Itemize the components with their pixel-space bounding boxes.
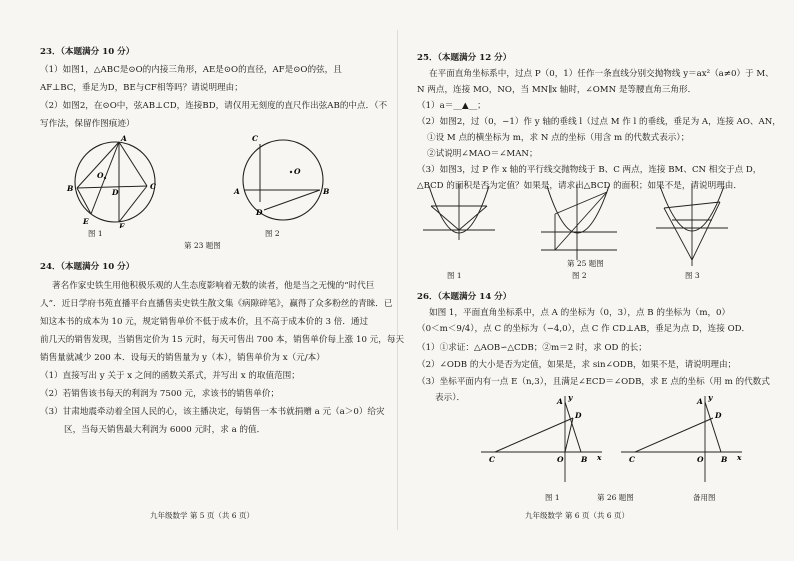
label-d: D [575,411,582,420]
q25-figure-2 [537,180,622,270]
segment-cf [119,186,147,222]
q26-line: （0＜m＜9/4），点 C 的坐标为（−4,0），点 C 作 CD⊥AB，垂足为点 D，连接 OD． [417,324,751,334]
label-o: O [97,171,104,180]
label-d: D [112,188,119,197]
q25-fig3-caption: 图 3 [685,271,700,280]
segment-be [77,188,91,214]
q24-line: 著名作家史铁生用他积极乐观的人生态度影响着无数的读者，他是当之无愧的“时代巨 [52,281,375,291]
label-x: x [597,453,602,462]
label-b: B [721,455,728,464]
segment-an [555,192,607,250]
segment-bd [264,190,320,210]
q23-fig1-caption: 图 1 [88,229,103,238]
label-f: F [119,222,125,228]
q26-line: 如图 1，平面直角坐标系中，点 A 的坐标为（0，3），点 B 的坐标为（m，0） [429,308,731,318]
q25-fig1-caption: 图 1 [447,271,462,280]
circle-o [75,142,155,222]
left-page-footer: 九年级数学 第 5 页（共 6 页） [150,511,254,520]
center-point [104,177,106,179]
q26-figure-1 [477,392,607,492]
q23-figure-1 [55,128,175,228]
label-c: C [629,455,635,464]
q24-heading: 24．（本题满分 10 分） [40,262,135,272]
right-page-footer: 九年级数学 第 6 页（共 6 页） [525,511,629,520]
segment-cd [635,418,713,452]
q25-figure-1 [419,180,499,270]
label-d: D [715,411,722,420]
q25-figures-caption: 第 25 题图 [567,259,604,268]
center-point [290,171,292,173]
q26-line: （2）∠ODB 的大小是否为定值，如果是，求 sin∠ODB，如果不是，请说明理由； [417,360,737,370]
label-y: y [708,393,713,402]
q23-line: 写作法，保留作图痕迹） [40,119,135,129]
q26-spare-figure [617,392,747,492]
q26-line: （3）坐标平面内有一点 E（n,3），且满足∠ECD＝∠ODB，求 E 点的坐标（用 m 的代数式 [417,377,770,387]
q24-line: 知这本书的成本为 10 元，规定销售单价不低于成本价，且不高于成本价的 3 倍．通过 [40,317,369,327]
label-a: A [121,134,127,143]
q24-line: 人”．近日学府书苑直播平台直播售卖史铁生散文集《病隙碎笔》，赢得了众多粉丝的青睐．已 [40,299,393,309]
label-y: y [568,393,573,402]
label-x: x [737,453,742,462]
q23-line: AF⊥BC，垂足为D，BE与CF相等吗？请说明理由； [40,83,243,93]
segment-cd [692,202,720,260]
label-o: O [294,167,301,176]
q24-line: （3）甘肃地震牵动着全国人民的心，该主播决定，每销售一本书就捐赠 a 元（a＞0）给灾 [40,407,385,417]
segment-ab [77,142,119,188]
q24-line: （2）若销售该书每天的利润为 7500 元，求该书的销售单价； [40,389,280,399]
label-a: A [557,397,563,406]
label-o: O [697,455,704,464]
q24-line: （1）直接写出 y 关于 x 之间的函数关系式，并写出 x 的取值范围； [40,371,300,381]
label-o: O [557,455,564,464]
q26-spare-caption: 备用图 [693,493,716,502]
segment-ab [705,402,721,452]
label-c: C [150,182,156,191]
segment-cd [495,418,573,452]
q26-line: （1）①求证：△AOB∽△CDB；②m＝2 时，求 OD 的长； [417,343,647,353]
q24-line: 区，当每天销售最大利润为 6000 元时，求 a 的值． [64,425,266,435]
q24-line: 销售量就减少 200 本．设每天的销售量为 y（本），销售单价为 x（元/本） [40,353,325,363]
label-a: A [697,397,703,406]
segment-ac [119,142,147,186]
q23-fig2-caption: 图 2 [265,229,280,238]
label-d: D [256,208,263,217]
q23-heading: 23．（本题满分 10 分） [40,47,135,57]
q25-line: △BCD 的面积是否为定值？如果是，请求出△BCD 的面积；如果不是，请说明理由． [417,181,742,191]
segment-bd [664,208,692,260]
q23-line: （1）如图1，△ABC是⊙O的内接三角形，AE是⊙O的直径，AF是⊙O的弦，且 [40,65,342,75]
q26-fig1-caption: 图 1 [545,493,560,502]
segment-od [565,418,573,452]
q25-figure-3 [652,180,732,270]
q25-line: （2）如图2，过（0，−1）作 y 轴的垂线 l（过点 M 作 l 的垂线，垂足为 A，连接 AO、AN， [417,117,781,127]
q25-heading: 25．（本题满分 12 分） [417,53,512,63]
q25-line: 在平面直角坐标系中，过点 P（0，1）任作一条直线分别交抛物线 y＝ax²（a≠0）于 M、 [429,69,774,79]
segment-ab [565,402,581,452]
q26-figure-caption: 第 26 题图 [597,493,634,502]
label-b: B [581,455,588,464]
right-page [397,0,794,561]
q23-figures-caption: 第 23 题图 [184,241,221,250]
q25-line: N 两点，连接 MO，NO，当 MN∥x 轴时，∠OMN 是等腰直角三角形． [417,85,697,95]
q25-line: （3）如图3，过 P 作 x 轴的平行线交抛物线于 B、C 两点，连接 BM、CN 相交于点 D， [417,165,762,175]
q24-line: 前几天的销售发现，当销售定价为 15 元时，每天可售出 700 本，销售单价每上涨 10 元，每天 [40,335,405,345]
q25-line: （1）a＝__▲__； [417,101,486,111]
q25-line: ②试说明∠MAO＝∠MAN； [427,149,538,159]
q23-figure-2 [228,128,338,228]
label-b: B [67,184,74,193]
label-a: A [234,187,240,196]
q26-heading: 26．（本题满分 14 分） [417,292,512,302]
parabola [547,186,609,233]
q26-line: 表示）． [435,393,466,403]
label-b: B [323,187,330,196]
segment-no [459,206,487,230]
label-e: E [83,217,89,226]
circle-o [243,140,323,220]
q23-line: （2）如图2，在⊙O中，弦AB⊥CD，连接BD，请仅用无刻度的直尺作出弦AB的中点．（不 [40,101,388,111]
label-c: C [252,134,258,143]
q25-fig2-caption: 图 2 [572,271,587,280]
q25-line: ①设 M 点的横坐标为 m，求 N 点的坐标（用含 m 的代数式表示）； [427,133,690,143]
label-c: C [489,455,495,464]
segment-mo [431,206,459,230]
